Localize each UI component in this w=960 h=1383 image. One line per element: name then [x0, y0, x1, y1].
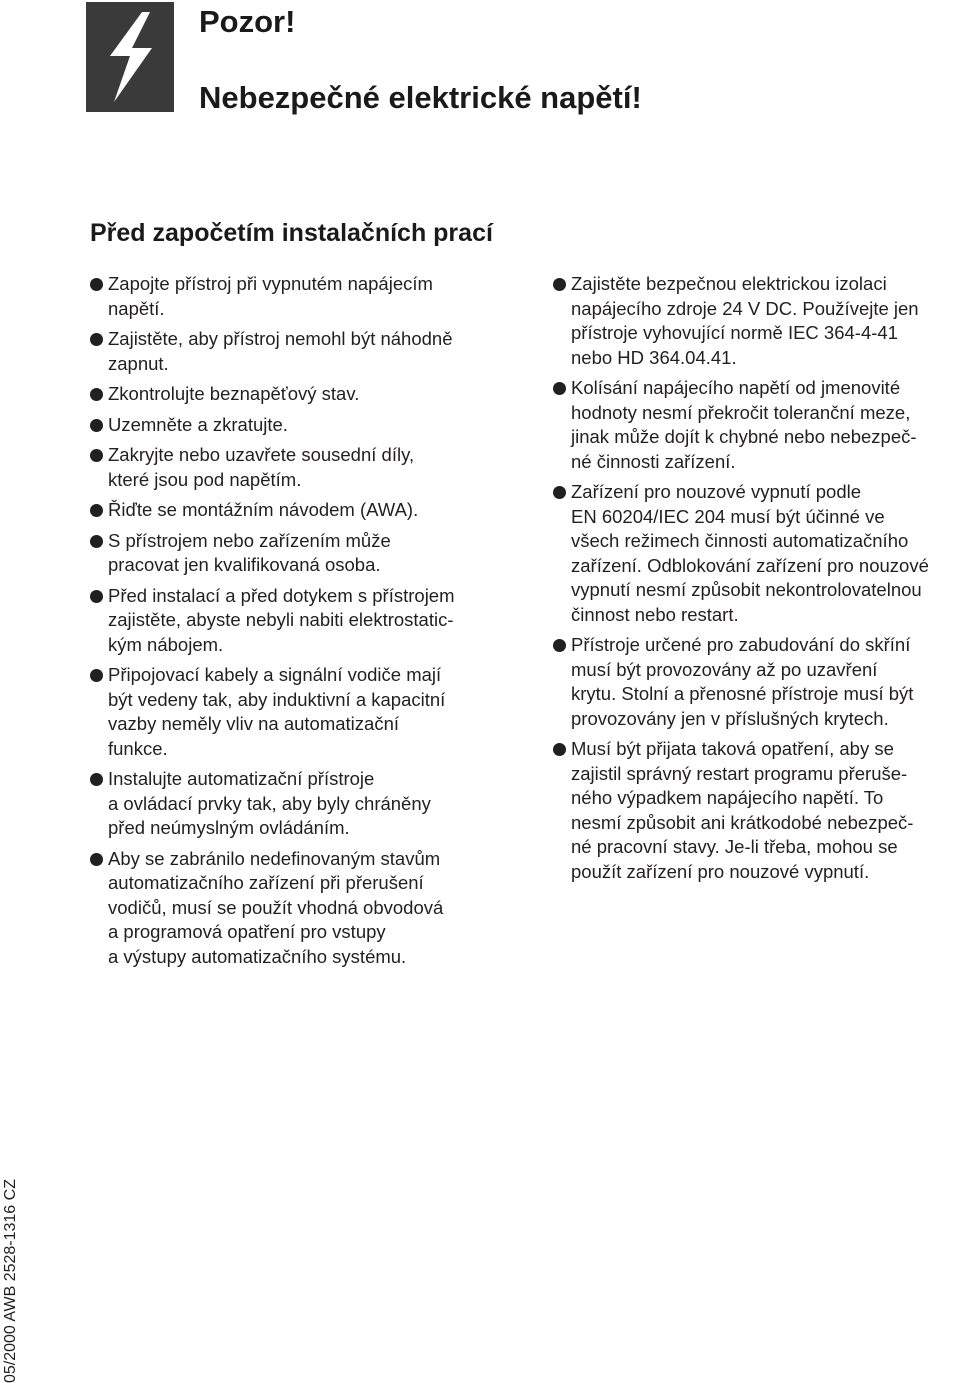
bullet-icon: [90, 388, 103, 401]
list-item: [90, 382, 510, 407]
list-item: [90, 529, 510, 578]
list-item-text: Přístroje určené pro zabudování do skříní musí být provozovány až po uzavření krytu. Stolní a přenosné přístroje musí být provozovány jen v příslušných krytech.: [571, 634, 914, 729]
list-item: [553, 376, 960, 474]
page-subtitle: Nebezpečné elektrické napětí!: [199, 80, 642, 115]
list-item: [553, 633, 960, 731]
list-item-text: Zajistěte bezpečnou elektrickou izolaci napájecího zdroje 24 V DC. Používejte jen přístroje vyhovující normě IEC 364-4-41 nebo HD 364.04.41.: [571, 273, 919, 368]
list-item: [90, 584, 510, 658]
list-item: [553, 480, 960, 627]
list-item: [90, 663, 510, 761]
list-item-text: Zařízení pro nouzové vypnutí podle EN 60204/IEC 204 musí být účinné ve všech režimech činnosti automatizačního zařízení. Odblokování zařízení pro nouzové vypnutí nesmí způsobit nekontrolovatelnou činnost nebo restart.: [571, 481, 929, 625]
bullet-icon: [90, 669, 103, 682]
bullet-icon: [90, 278, 103, 291]
list-item: [90, 272, 510, 321]
list-item: [90, 767, 510, 841]
list-item-text: Uzemněte a zkratujte.: [108, 413, 288, 435]
bullet-icon: [90, 333, 103, 346]
bullet-icon: [553, 639, 566, 652]
bullet-icon: [90, 590, 103, 603]
list-item: [90, 413, 510, 438]
left-instruction-list: [90, 272, 510, 975]
list-item-text: Musí být přijata taková opatření, aby se zajistil správný restart programu přeruše- ného výpadkem napájecího napětí. To nesmí způsobit ani krátkodobé nebezpeč- né pracovní stavy. Je-li třeba, mohou se použít zařízení pro nouzové vypnutí.: [571, 738, 914, 882]
bullet-icon: [90, 535, 103, 548]
list-item-text: Zapojte přístroj při vypnutém napájecím napětí.: [108, 273, 433, 319]
list-item-text: Řiďte se montážním návodem (AWA).: [108, 499, 419, 520]
bullet-icon: [90, 773, 103, 786]
list-item: [553, 737, 960, 884]
lightning-bolt-icon: [86, 2, 174, 112]
list-item-text: Zajistěte, aby přístroj nemohl být náhodně zapnut.: [108, 328, 453, 374]
list-item-text: S přístrojem nebo zařízením může pracovat jen kvalifikovaná osoba.: [108, 529, 391, 575]
page-title: Pozor!: [199, 4, 296, 39]
bullet-icon: [90, 853, 103, 866]
list-item: [90, 443, 510, 492]
bullet-icon: [90, 419, 103, 432]
list-item-text: Instalujte automatizační přístroje a ovládací prvky tak, aby byly chráněny před neúmyslným ovládáním.: [108, 768, 431, 838]
list-item: [553, 272, 960, 370]
list-item: [90, 847, 510, 970]
section-heading: Před započetím instalačních prací: [90, 219, 493, 247]
bullet-icon: [90, 504, 103, 517]
bullet-icon: [553, 382, 566, 395]
list-item-text: Kolísání napájecího napětí od jmenovité hodnoty nesmí překročit toleranční meze, jinak může dojít k chybné nebo nebezpeč- né činnosti zařízení.: [571, 377, 917, 472]
bullet-icon: [90, 449, 103, 462]
list-item-text: Aby se zabránilo nedefinovaným stavům automatizačního zařízení při přerušení vodičů, musí se použít vhodná obvodová a programová opatření pro vstupy a výstupy automatizačního systému.: [108, 847, 444, 967]
list-item: [90, 498, 510, 523]
bullet-icon: [553, 486, 566, 499]
list-item-text: Zkontrolujte beznapěťový stav.: [108, 383, 360, 404]
right-instruction-list: [553, 272, 960, 890]
list-item-text: Připojovací kabely a signální vodiče mají být vedeny tak, aby induktivní a kapacitní vazby neměly vliv na automatizační funkce.: [108, 664, 446, 759]
bullet-icon: [553, 743, 566, 756]
bullet-icon: [553, 278, 566, 291]
list-item-text: Před instalací a před dotykem s přístrojem zajistěte, abyste nebyli nabiti elektrostatic- kým nábojem.: [108, 584, 455, 655]
list-item-text: Zakryjte nebo uzavřete sousední díly, které jsou pod napětím.: [108, 444, 415, 490]
document-code: 05/2000 AWB 2528-1316 CZ: [2, 1179, 19, 1383]
list-item: [90, 327, 510, 376]
